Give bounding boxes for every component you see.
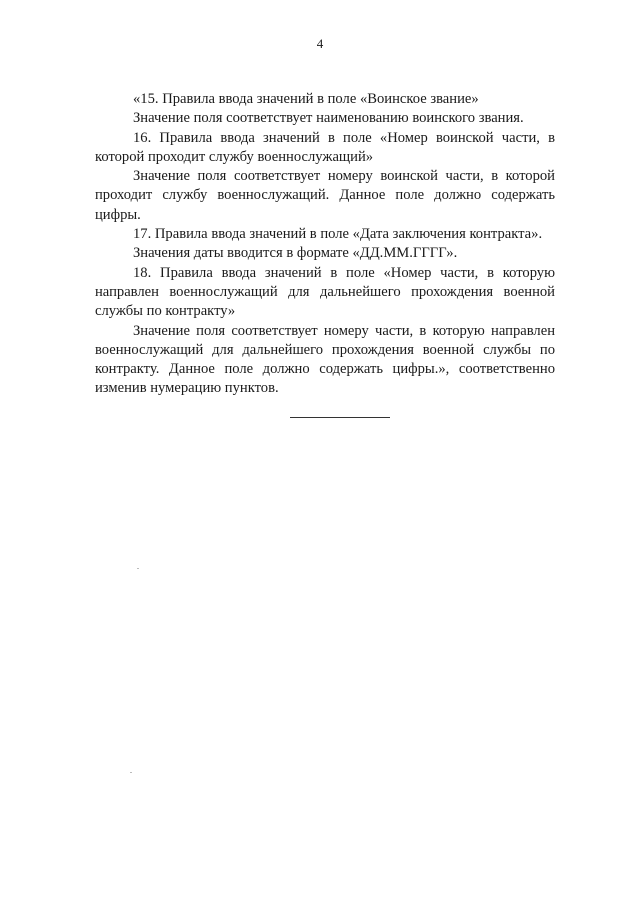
- paragraph-17-text: Значения даты вводится в формате «ДД.ММ.ГГГГ».: [133, 245, 458, 262]
- scan-speck: [137, 568, 139, 569]
- document-body: [95, 90, 555, 399]
- paragraph-18-text: Значение поля соответствует номеру части, в которую направлен военнослужащий для дальнейшего прохождения военной службы по контракту. Данное поле должно содержать цифры.», соответственно изменив нумерацию пунктов.: [95, 322, 555, 397]
- paragraph-15-heading: «15. Правила ввода значений в поле «Воинское звание»: [133, 91, 479, 107]
- paragraph-16-text: Значение поля соответствует номеру воинской части, в которой проходит службу военнослужащий. Данное поле должно содержать цифры.: [95, 168, 555, 223]
- end-separator-line: [290, 417, 390, 418]
- paragraph-17-heading: 17. Правила ввода значений в поле «Дата заключения контракта».: [133, 226, 543, 243]
- paragraph-18-heading: 18. Правила ввода значений в поле «Номер части, в которую направлен военнослужащий для дальнейшего прохождения военной службы по контракту»: [95, 264, 555, 320]
- paragraph-16-heading: 16. Правила ввода значений в поле «Номер воинской части, в которой проходит службу военнослужащий»: [95, 129, 555, 165]
- paragraph-15-text: Значение поля соответствует наименованию воинского звания.: [133, 110, 524, 127]
- page-number: 4: [316, 36, 324, 51]
- scan-speck: [130, 772, 132, 773]
